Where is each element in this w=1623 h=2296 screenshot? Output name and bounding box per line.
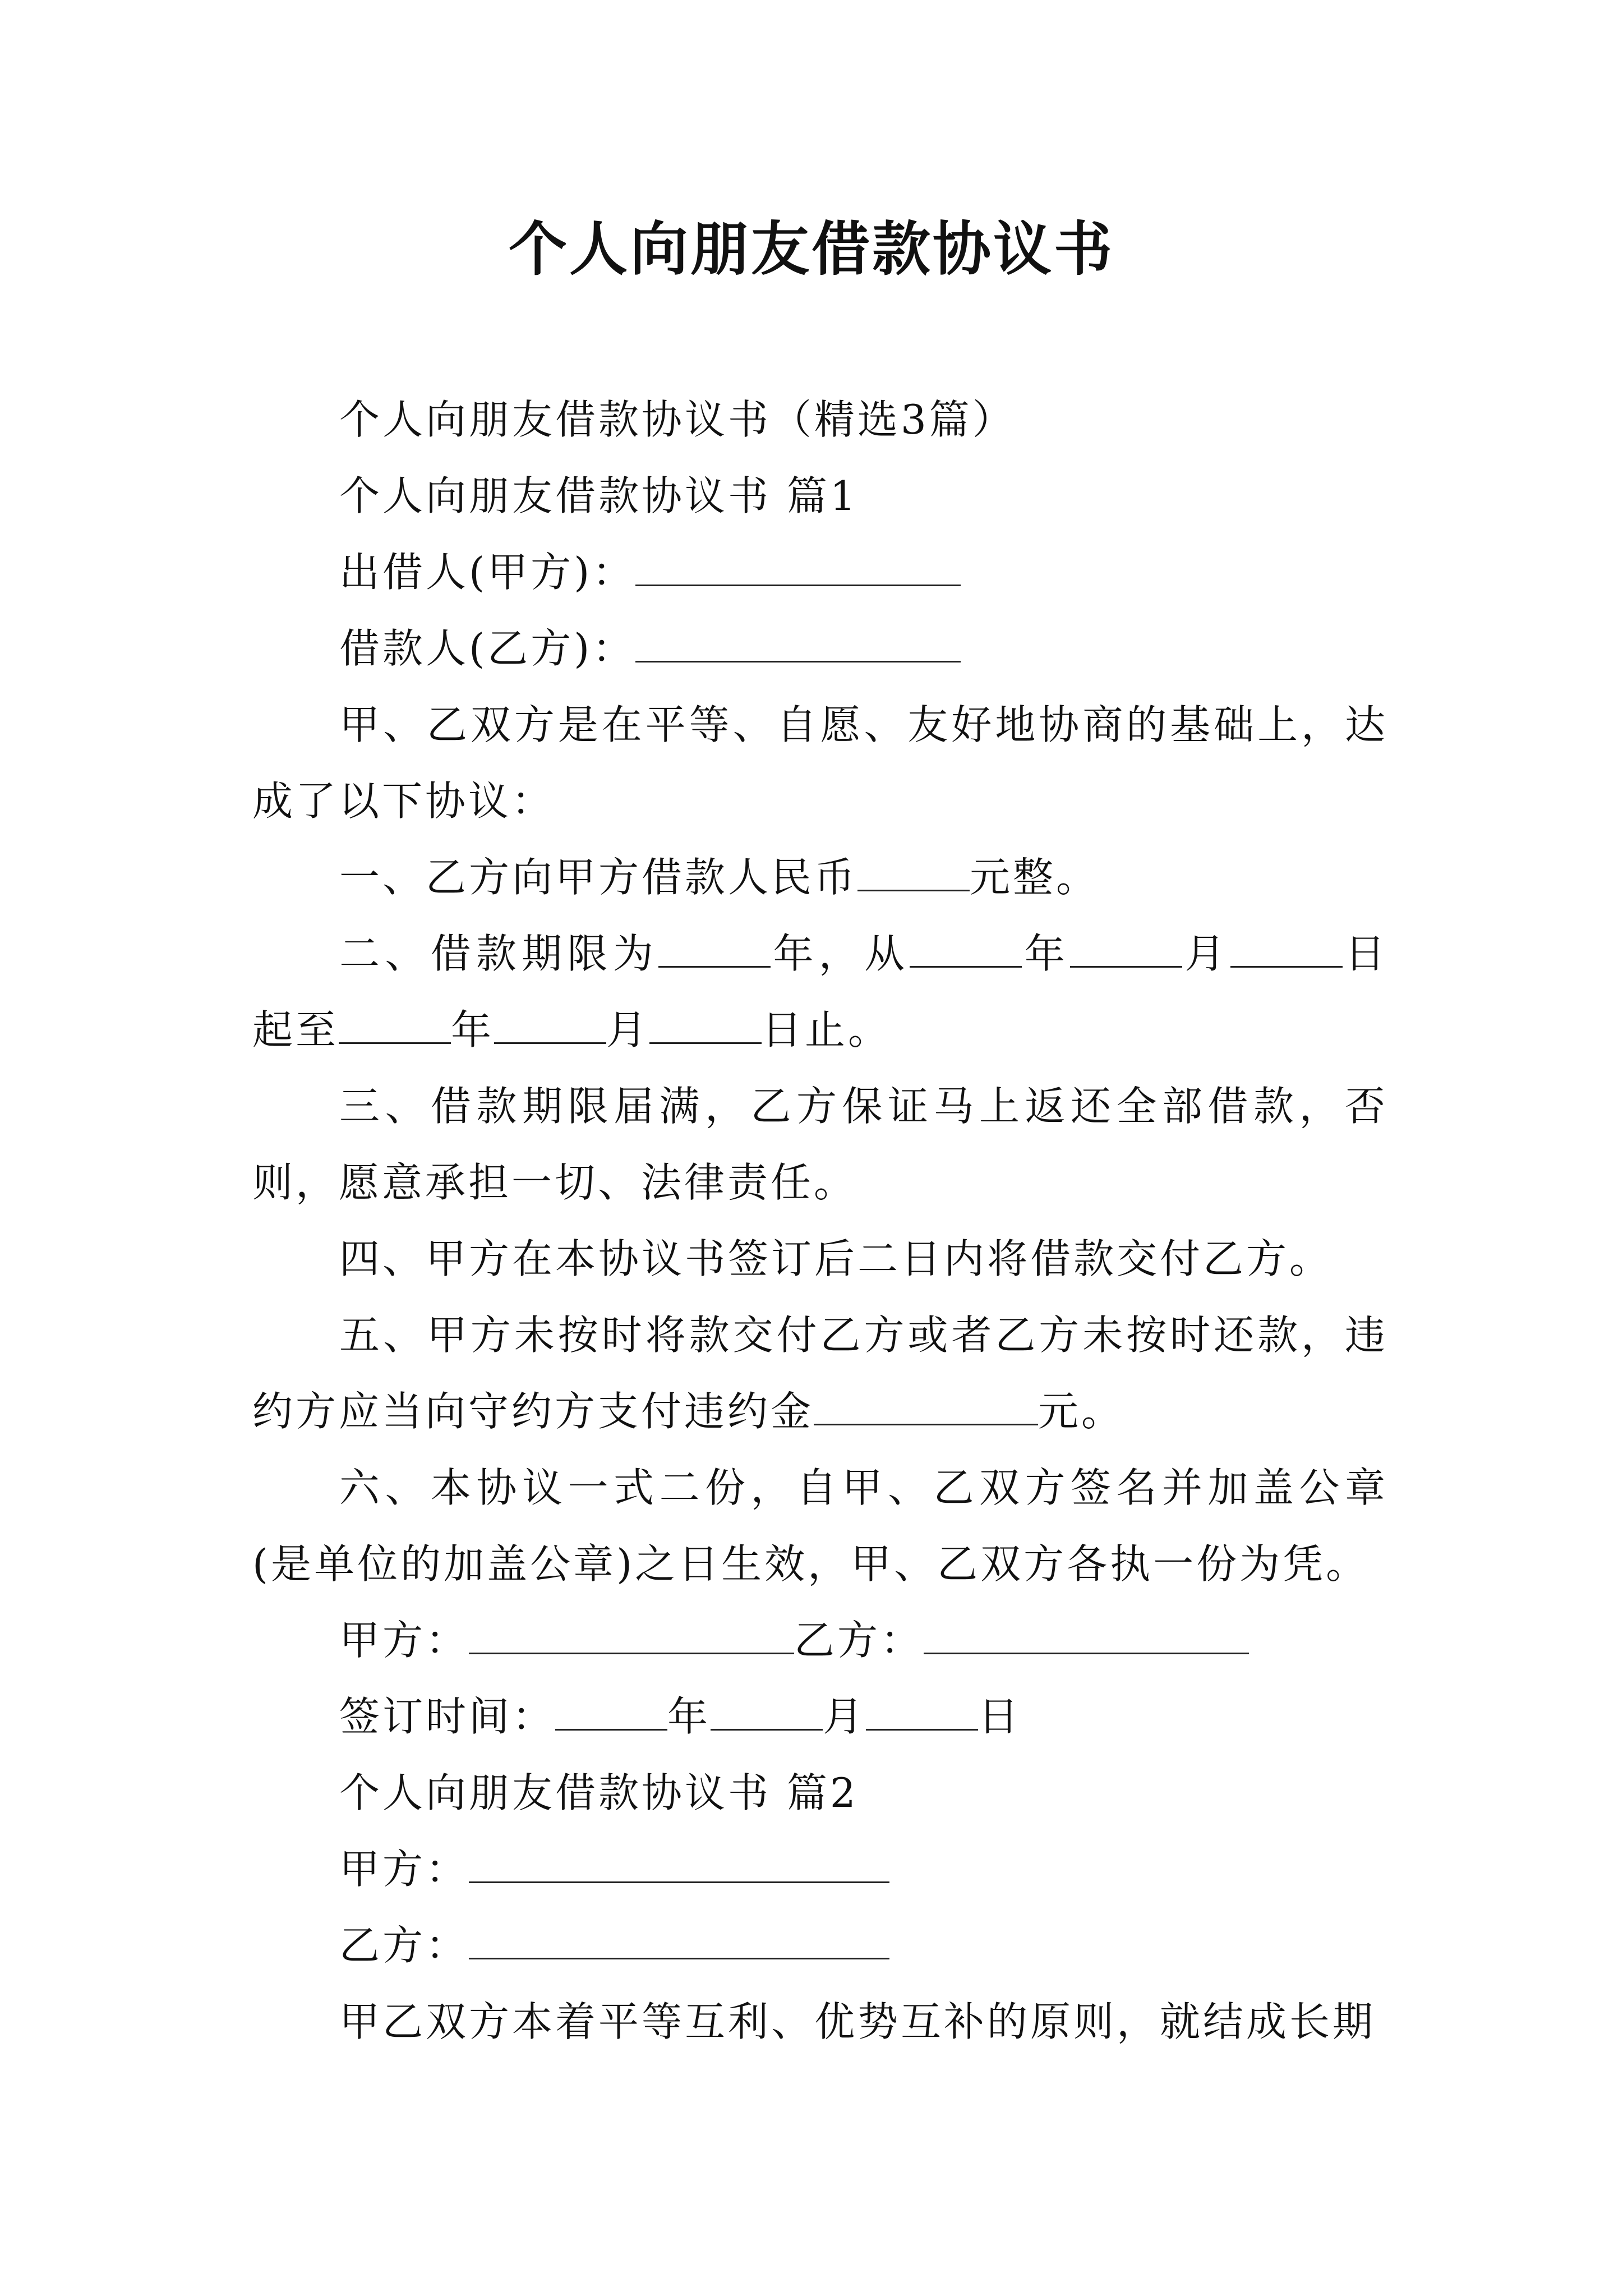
sign-b-blank bbox=[924, 1617, 1249, 1654]
date-year-label: 年 bbox=[667, 1693, 711, 1740]
article-1-heading: 个人向朋友借款协议书 篇1 bbox=[339, 472, 859, 519]
signature-line bbox=[252, 1602, 1388, 1678]
date-label: 签订时间： bbox=[339, 1693, 556, 1740]
clause-2-text-a: 二、借款期限为 bbox=[339, 930, 659, 977]
end-year-blank bbox=[339, 1006, 451, 1044]
borrower-line bbox=[252, 610, 1388, 687]
document-title: 个人向朋友借款协议书 bbox=[508, 214, 1114, 283]
sign-a-blank bbox=[469, 1617, 794, 1654]
subtitle: 个人向朋友借款协议书（精选3篇） bbox=[339, 396, 1016, 443]
start-year-blank bbox=[910, 930, 1022, 968]
clause-2-text-g: 月 bbox=[606, 1006, 650, 1053]
clause-1-text-b: 元整。 bbox=[970, 854, 1100, 901]
clause-4: 四、甲方在本协议书签订后二日内将借款交付乙方。 bbox=[339, 1235, 1333, 1282]
party-a-label: 甲方： bbox=[339, 1846, 469, 1893]
clause-2-text-c: 年 bbox=[1022, 930, 1071, 977]
clause-2-text-h: 日止。 bbox=[762, 1006, 892, 1053]
clause-5-text-a: 五、甲方未按时将款交付乙方或者乙方未按时还款，违约方应当向守约方支付违约金 bbox=[252, 1312, 1388, 1435]
end-month-blank bbox=[494, 1006, 606, 1044]
clause-2-text-b: 年，从 bbox=[771, 930, 910, 977]
clause-6: 六、本协议一式二份，自甲、乙双方签名并加盖公章(是单位的加盖公章)之日生效，甲、乙双方各执一份为凭。 bbox=[252, 1464, 1388, 1588]
lender-label: 出借人(甲方)： bbox=[339, 549, 636, 596]
article-2-intro: 甲乙双方本着平等互利、优势互补的原则，就结成长期 bbox=[339, 1998, 1376, 2045]
clause-2 bbox=[252, 915, 1388, 1068]
lender-line bbox=[252, 534, 1388, 610]
sign-b-label: 乙方： bbox=[794, 1617, 924, 1664]
amount-blank bbox=[857, 854, 970, 891]
start-day-blank bbox=[1230, 930, 1343, 968]
borrower-label: 借款人(乙方)： bbox=[339, 625, 636, 672]
clause-5-text-b: 元。 bbox=[1038, 1388, 1125, 1435]
start-month-blank bbox=[1070, 930, 1182, 968]
term-years-blank bbox=[658, 930, 771, 968]
end-day-blank bbox=[649, 1006, 762, 1044]
date-day-label: 日 bbox=[978, 1693, 1022, 1740]
party-a-blank bbox=[469, 1846, 889, 1883]
borrower-blank bbox=[635, 625, 961, 662]
sign-a-label: 甲方： bbox=[339, 1617, 469, 1664]
article-2-heading: 个人向朋友借款协议书 篇2 bbox=[339, 1769, 859, 1816]
clause-3: 三、借款期限届满，乙方保证马上返还全部借款，否则，愿意承担一切、法律责任。 bbox=[252, 1083, 1388, 1206]
lender-blank bbox=[635, 549, 961, 586]
clause-2-text-e: 日起至 bbox=[252, 930, 1388, 1053]
penalty-blank bbox=[814, 1388, 1038, 1425]
clause-1-text-a: 一、乙方向甲方借款人民币 bbox=[339, 854, 858, 901]
clause-5 bbox=[252, 1297, 1388, 1450]
clause-2-text-d: 月 bbox=[1182, 930, 1230, 977]
clause-1 bbox=[252, 839, 1388, 915]
date-year-blank bbox=[555, 1693, 667, 1731]
date-day-blank bbox=[866, 1693, 978, 1731]
date-month-blank bbox=[711, 1693, 823, 1731]
party-b-label: 乙方： bbox=[339, 1922, 469, 1969]
party-a-line bbox=[252, 1831, 1388, 1907]
date-month-label: 月 bbox=[823, 1693, 866, 1740]
document-body bbox=[252, 381, 1388, 2060]
sign-date-line bbox=[252, 1678, 1388, 1755]
clause-2-text-f: 年 bbox=[451, 1006, 495, 1053]
party-b-line bbox=[252, 1907, 1388, 1984]
intro-paragraph: 甲、乙双方是在平等、自愿、友好地协商的基础上，达成了以下协议： bbox=[252, 701, 1388, 825]
party-b-blank bbox=[469, 1922, 889, 1959]
